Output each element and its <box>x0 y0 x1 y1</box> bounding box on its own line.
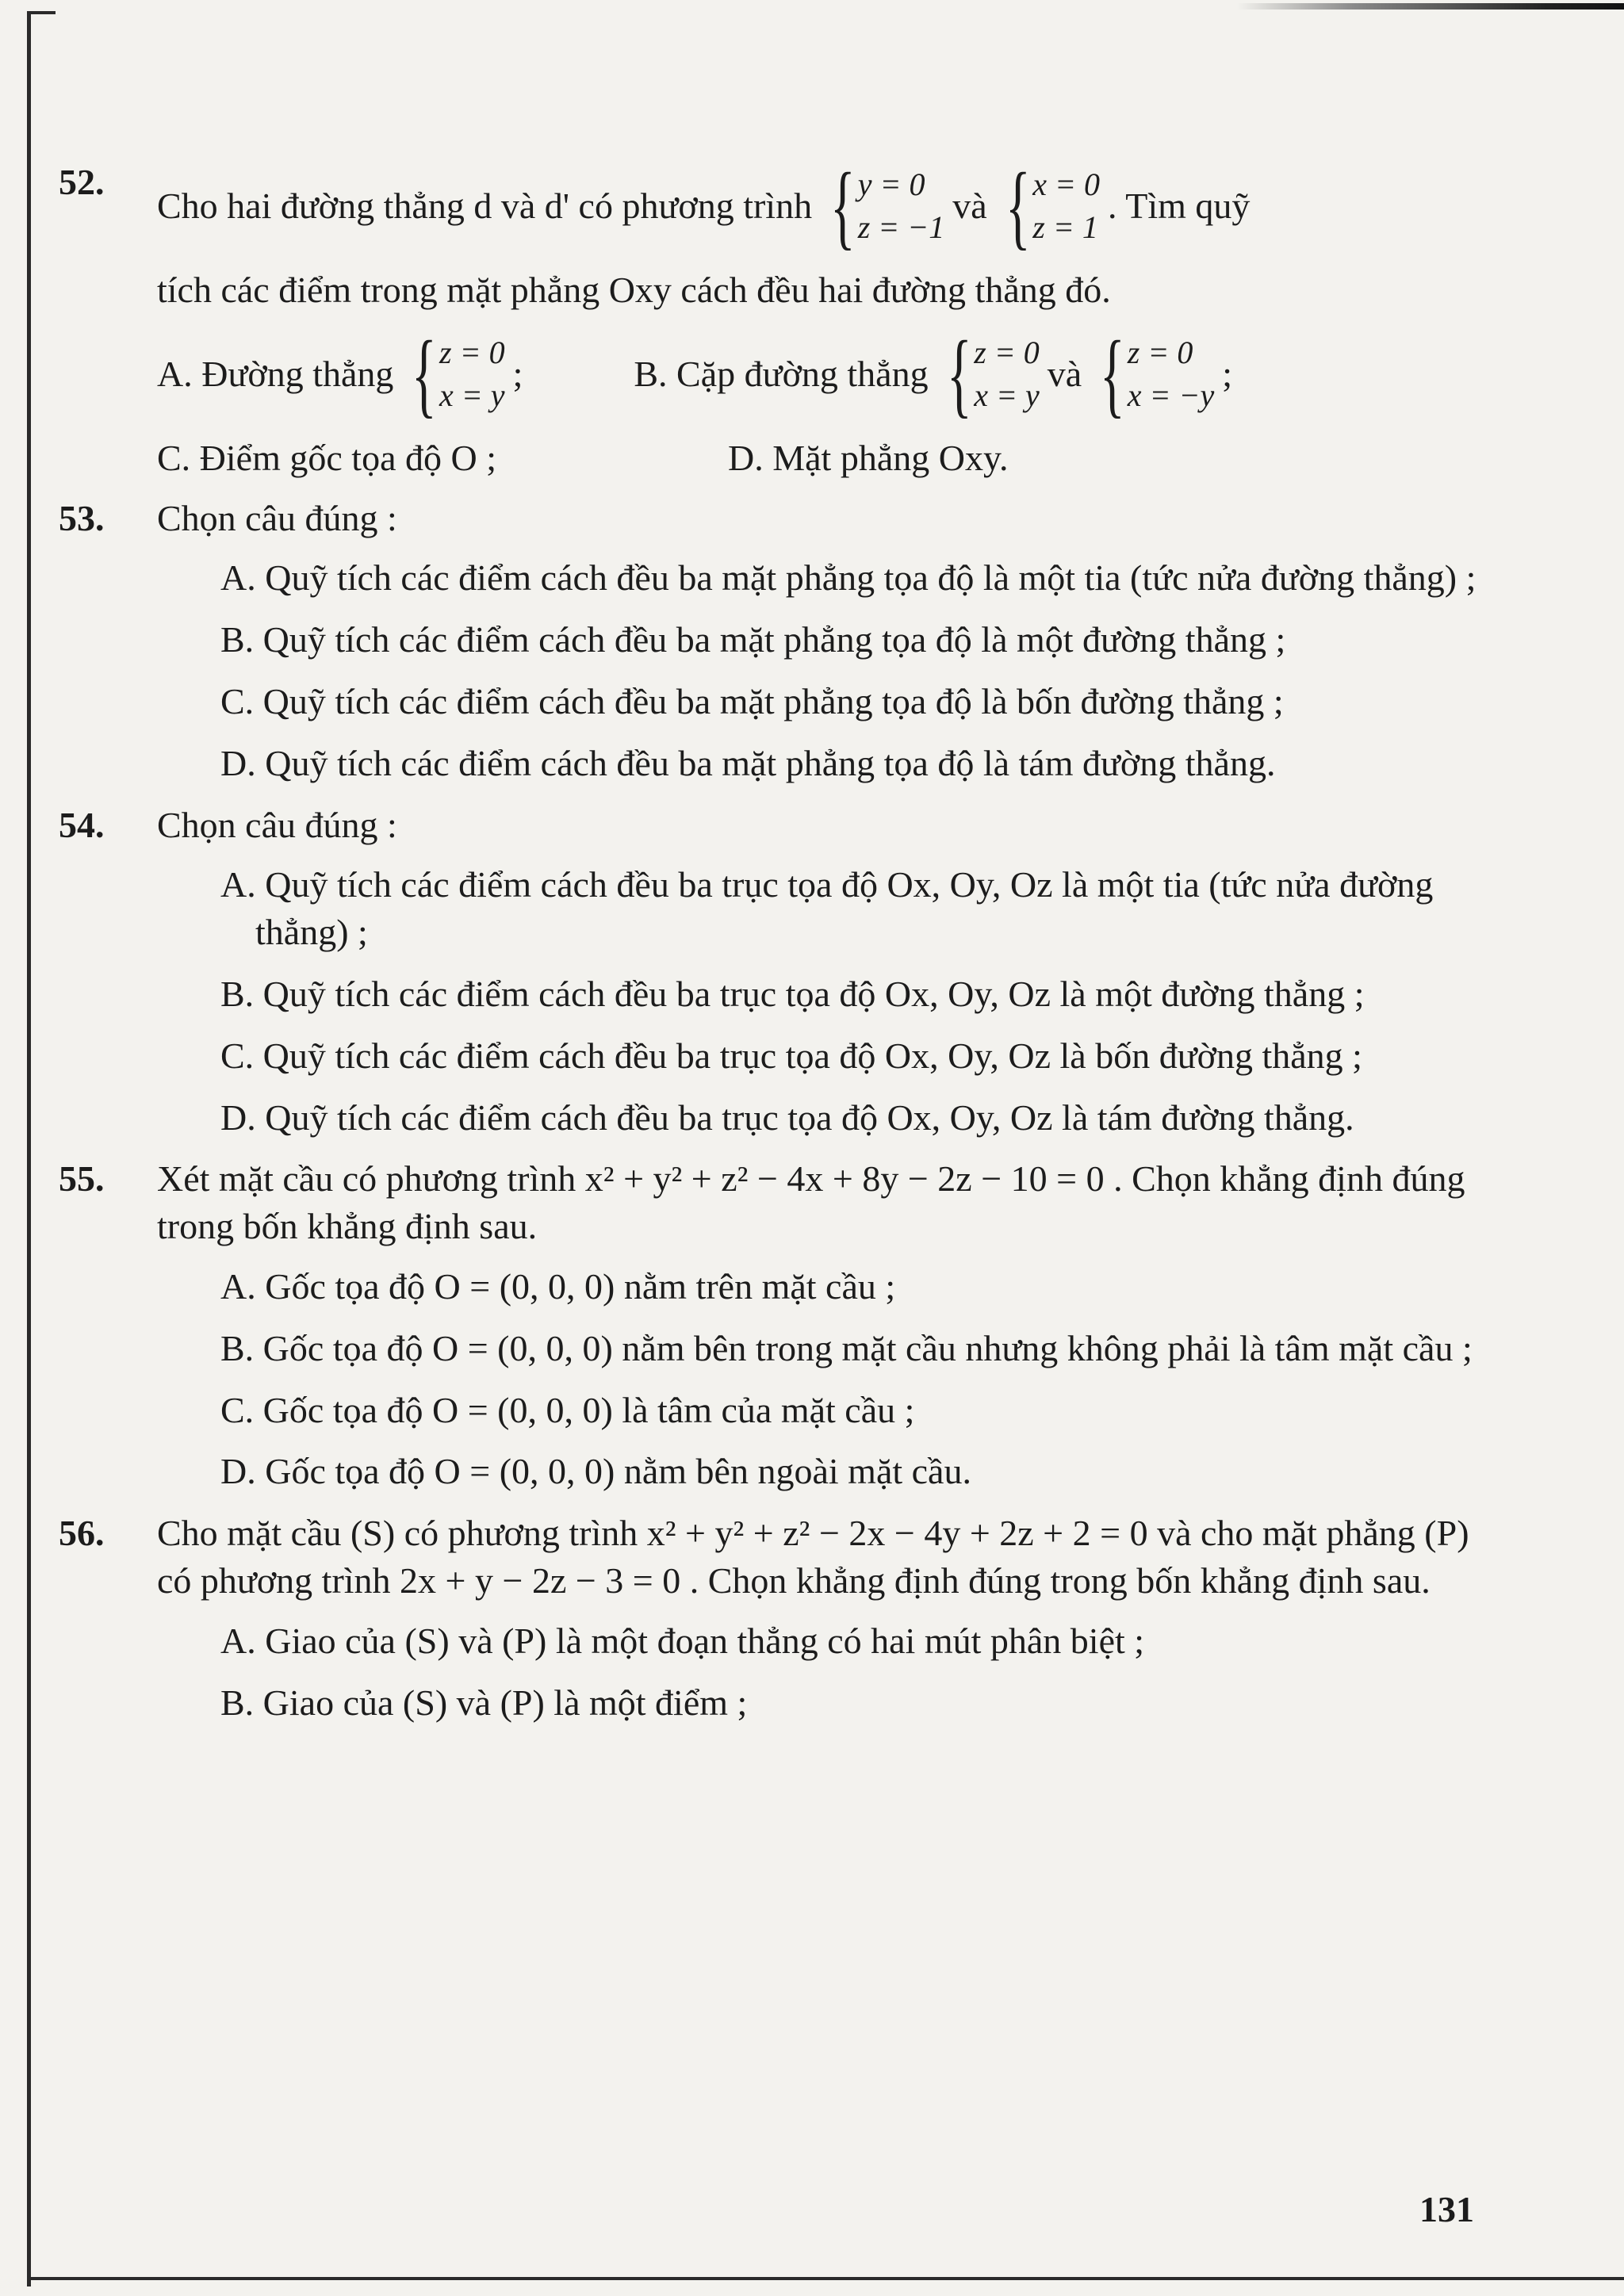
system-d-prime <box>995 153 1101 258</box>
system-row: z = 0 <box>439 334 505 370</box>
question-55 <box>59 1155 1486 1495</box>
option-list <box>157 554 1486 786</box>
system-row: z = 1 <box>1032 209 1098 245</box>
system-row: x = −y <box>1127 377 1215 413</box>
system-d <box>820 153 945 258</box>
separator: ; <box>1222 353 1233 394</box>
brace-icon: { <box>1005 153 1031 258</box>
question-stem: Xét mặt cầu có phương trình x² + y² + z² − 4x + 8y − 2z − 10 = 0 . Chọn khẳng định đúng trong bốn khẳng định sau. <box>157 1158 1465 1247</box>
option-b-system-2 <box>1090 320 1215 427</box>
option-d: D. Quỹ tích các điểm cách đều ba trục tọa độ Ox, Oy, Oz là tám đường thẳng. <box>220 1096 1354 1138</box>
option-b: B. Gốc tọa độ O = (0, 0, 0) nằm bên trong mặt cầu nhưng không phải là tâm mặt cầu ; <box>220 1327 1473 1368</box>
system-row: z = 0 <box>1127 334 1193 370</box>
question-number: 55. <box>59 1158 105 1200</box>
question-stem: Chọn câu đúng : <box>157 497 397 538</box>
system-row: x = y <box>974 377 1040 413</box>
option-b: B. Quỹ tích các điểm cách đều ba mặt phẳng tọa độ là một đường thẳng ; <box>220 619 1286 660</box>
question-number: 52. <box>59 162 105 202</box>
option-list <box>157 1263 1486 1495</box>
option-a-label: A. Đường thẳng <box>157 353 394 394</box>
question-stem: Cho mặt cầu (S) có phương trình x² + y² + z² − 2x − 4y + 2z + 2 = 0 và cho mặt phẳng (P) có phương trình 2x + y − 2z − 3 = 0 . Chọn khẳng định đúng trong bốn khẳng định sau. <box>157 1513 1469 1601</box>
page-bottom-border <box>27 2277 1624 2280</box>
conjunction: và <box>1047 353 1082 394</box>
option-b: B. Quỹ tích các điểm cách đều ba trục tọa độ Ox, Oy, Oz là một đường thẳng ; <box>220 973 1365 1014</box>
option-a: A. Quỹ tích các điểm cách đều ba mặt phẳng tọa độ là một tia (tức nửa đường thẳng) ; <box>220 557 1477 599</box>
option-d: D. Mặt phẳng Oxy. <box>728 437 1009 478</box>
option-b-label: B. Cặp đường thẳng <box>634 353 929 394</box>
conjunction: và <box>952 186 987 227</box>
page-left-border <box>27 11 31 2286</box>
page-top-right-shadow <box>1237 3 1624 10</box>
option-list <box>157 861 1486 1141</box>
question-stem: Chọn câu đúng : <box>157 804 397 845</box>
option-c: C. Quỹ tích các điểm cách đều ba trục tọa độ Ox, Oy, Oz là bốn đường thẳng ; <box>220 1035 1362 1076</box>
page-top-corner <box>27 11 56 14</box>
exercise-list <box>59 153 1486 1740</box>
option-b-system-1 <box>936 320 1040 427</box>
system-row: z = 0 <box>974 334 1040 370</box>
brace-icon: { <box>830 153 856 258</box>
brace-icon: { <box>1100 320 1125 427</box>
question-52-line-2: tích các điểm trong mặt phẳng Oxy cách đều hai đường thẳng đó. <box>157 270 1111 310</box>
option-b: B. Giao của (S) và (P) là một điểm ; <box>220 1682 748 1723</box>
brace-icon: { <box>412 320 438 427</box>
question-52-options-ab <box>157 320 1486 427</box>
option-d: D. Quỹ tích các điểm cách đều ba mặt phẳng tọa độ là tám đường thẳng. <box>220 742 1276 783</box>
question-54 <box>59 802 1486 1142</box>
question-number: 56. <box>59 1513 105 1554</box>
question-52-options-cd <box>157 434 1486 482</box>
question-53 <box>59 495 1486 787</box>
question-number: 53. <box>59 497 105 538</box>
option-a: A. Quỹ tích các điểm cách đều ba trục tọa độ Ox, Oy, Oz là một tia (tức nửa đường thẳng) ; <box>220 864 1434 953</box>
question-number: 54. <box>59 804 105 845</box>
page-number: 131 <box>1419 2189 1474 2229</box>
option-c: C. Quỹ tích các điểm cách đều ba mặt phẳng tọa độ là bốn đường thẳng ; <box>220 680 1284 721</box>
question-52-line-1 <box>157 153 1486 258</box>
option-c: C. Gốc tọa độ O = (0, 0, 0) là tâm của mặt cầu ; <box>220 1389 915 1430</box>
question-52-intro: Cho hai đường thẳng d và d' có phương trình <box>157 186 813 227</box>
question-52-tail: . Tìm quỹ <box>1108 186 1251 227</box>
system-row: x = y <box>439 377 505 413</box>
system-row: y = 0 <box>857 166 925 202</box>
separator: ; <box>512 353 523 394</box>
option-c: C. Điểm gốc tọa độ O ; <box>157 437 496 478</box>
option-list <box>157 1617 1486 1727</box>
system-row: x = 0 <box>1032 166 1101 202</box>
option-a: A. Gốc tọa độ O = (0, 0, 0) nằm trên mặt cầu ; <box>220 1265 896 1307</box>
option-d: D. Gốc tọa độ O = (0, 0, 0) nằm bên ngoài mặt cầu. <box>220 1451 971 1492</box>
brace-icon: { <box>946 320 972 427</box>
system-row: z = −1 <box>857 209 945 245</box>
question-52 <box>59 153 1486 482</box>
question-56 <box>59 1510 1486 1726</box>
option-a-system <box>401 320 505 427</box>
option-a: A. Giao của (S) và (P) là một đoạn thẳng có hai mút phân biệt ; <box>220 1620 1145 1661</box>
